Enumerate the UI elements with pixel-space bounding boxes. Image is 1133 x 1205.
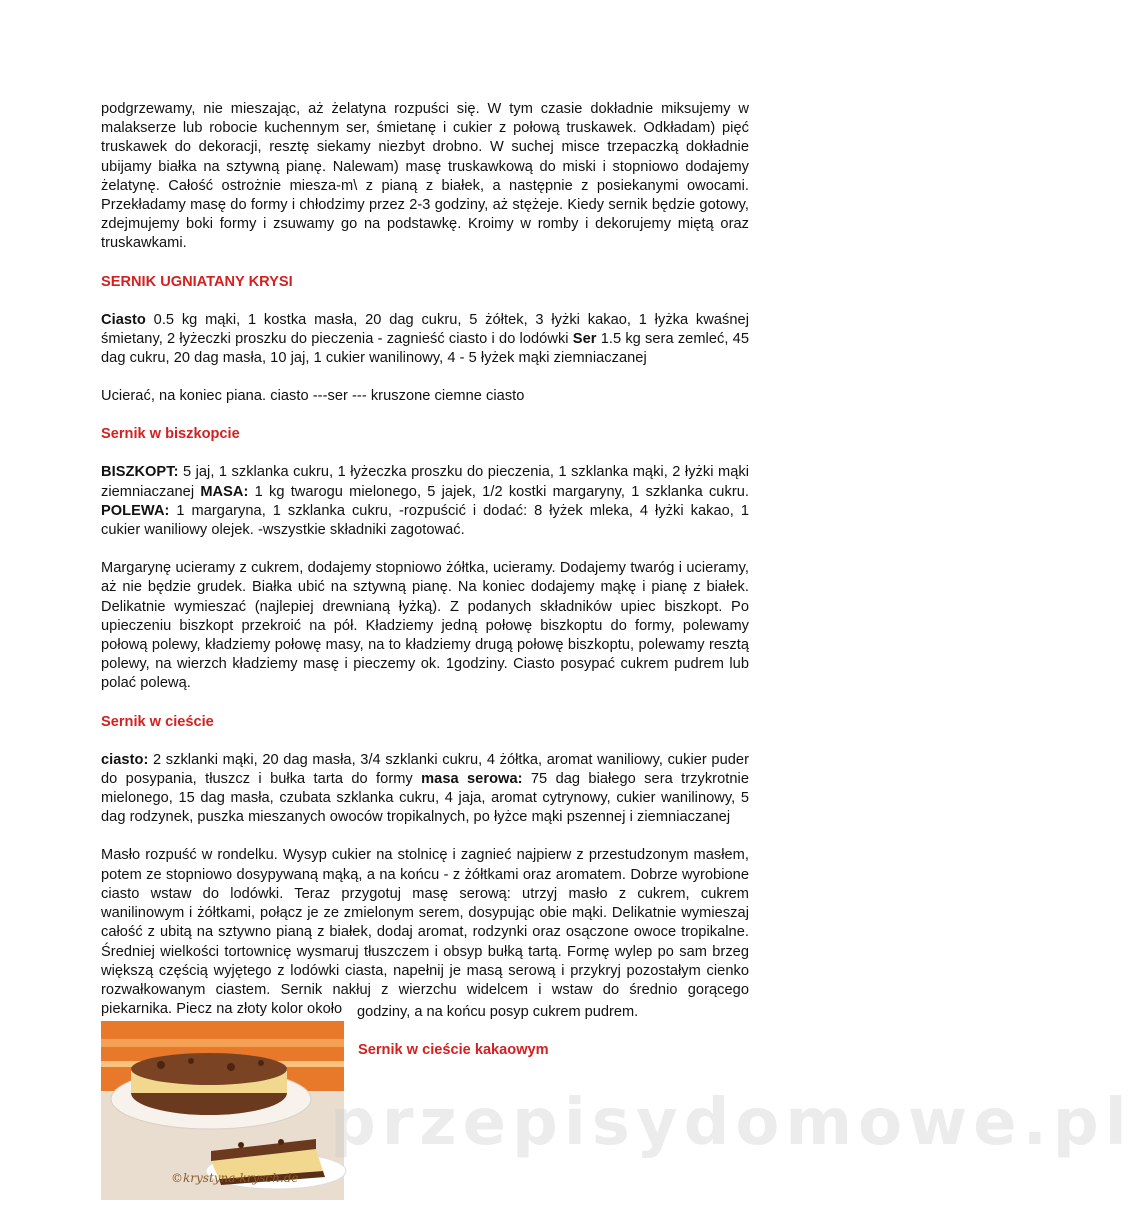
- section-title-sernik-w-biszkopcie: Sernik w biszkopcie: [101, 426, 240, 443]
- ingredients-ciasto: 0.5 kg mąki, 1 kostka masła, 20 dag cukru, 5 żółtek, 3 łyżki kakao, 1 łyżka kwaśnej śmietany, 2 łyżeczki proszku do pieczenia - zagnieść ciasto i do lodówki: [101, 311, 749, 347]
- label-masa-serowa: masa serowa:: [421, 770, 523, 787]
- label-polewa: POLEWA:: [101, 502, 170, 519]
- ingredients-paragraph: [101, 311, 749, 369]
- ingredients-paragraph: [101, 751, 749, 828]
- document-body: [101, 100, 749, 1019]
- ingredients-paragraph: [101, 463, 749, 540]
- ingredients-ciasto: 2 szklanki mąki, 20 dag masła, 3/4 szklanki cukru, 4 żółtka, aromat waniliowy, cukier puder do posypania, tłuszcz i bułka tarta do formy: [101, 751, 749, 787]
- label-ciasto: ciasto:: [101, 751, 149, 768]
- method-last-line: godziny, a na końcu posyp cukrem pudrem.: [357, 1004, 639, 1020]
- label-masa: MASA:: [200, 483, 249, 500]
- ingredients-masa: 1 kg twarogu mielonego, 5 jajek, 1/2 kostki margaryny, 1 szklanka cukru.: [248, 483, 749, 500]
- label-biszkopt: BISZKOPT:: [101, 464, 179, 481]
- watermark: przepisydomowe.pl: [330, 1086, 1133, 1160]
- ingredients-masa-serowa: 75 dag białego sera trzykrotnie mielonego, 15 dag masła, czubata szklanka cukru, 4 jaja, aromat cytrynowy, cukier wanilinowy, 5 dag rodzynek, puszka mieszanych owoców tropikalnych, po łyżce mąki pszennej i ziemniaczanej: [101, 770, 749, 826]
- section-title-sernik-ugniatany: SERNIK UGNIATANY KRYSI: [101, 273, 293, 290]
- method-paragraph: Masło rozpuść w rondelku. Wysyp cukier na stolnicę i zagnieć najpierw z przestudzonym masłem, potem ze stopniowo dosypywaną mąką, a na końcu - z żółtkami oraz aromatem. Dobrze wyrobione ciasto wstaw do lodówki. Teraz przygotuj masę serową: utrzyj masło z cukrem, cukrem wanilinowym i żółtkami, połącz je ze zmielonym serem, dosypując obie mąki. Delikatnie wymieszaj całość z ubitą na sztywno pianą z białek, dodaj aromat, rodzynki oraz osączone owoce tropikalne. Średniej wielkości tortownicę wysmaruj tłuszczem i obsyp bułką tartą. Formę wylep po sam brzeg większą częścią wyjętego z lodówki ciasta, napełnij je masą serową i przykryj pozostałym cienko rozwałkowanym ciastem. Sernik nakłuj z wierzchu widelcem i wstaw do średnio gorącego piekarnika. Piecz na złoty kolor około: [101, 847, 749, 1018]
- cheesecake-photo: [101, 1021, 344, 1200]
- label-ser: Ser: [572, 330, 597, 347]
- intro-paragraph: podgrzewamy, nie mieszając, aż żelatyna rozpuści się. W tym czasie dokładnie miksujemy w malakserze lub robocie kuchennym ser, śmietanę i cukier z połową truskawek. Odkładam) pięć truskawek do dekoracji, resztę siekamy niezbyt drobno. W suchej misce trzepaczką dokładnie ubijamy białka na sztywną pianę. Nalewam) masę truskawkową do miski i stopniowo dodajemy żelatynę. Całość ostrożnie miesza-m\ z pianą z białek, a następnie z posiekanymi owocami. Przekładamy masę do formy i chłodzimy przez 2-3 godziny, aż stężeje. Kiedy sernik będzie gotowy, zdejmujemy boki formy i zsuwamy go na podstawkę. Kroimy w romby i dekorujemy miętą oraz truskawkami.: [101, 101, 749, 252]
- section-title-sernik-w-ciescie-kakaowym: Sernik w cieście kakaowym: [358, 1042, 549, 1058]
- label-ciasto: Ciasto: [101, 311, 146, 328]
- ingredients-polewa: 1 margaryna, 1 szklanka cukru, -rozpuścić i dodać: 8 łyżek mleka, 4 łyżki kakao, 1 cukier waniliowy olejek. -wszystkie składniki zagotować.: [101, 502, 749, 539]
- section-title-sernik-w-ciescie: Sernik w cieście: [101, 713, 214, 730]
- ingredients-biszkopt: 5 jaj, 1 szklanka cukru, 1 łyżeczka proszku do pieczenia, 1 szklanka mąki, 2 łyżki mąki ziemniaczanej: [101, 464, 749, 500]
- note-paragraph: Ucierać, na koniec piana. ciasto ---ser --- kruszone ciemne ciasto: [101, 388, 525, 405]
- ingredients-ser: 1.5 kg sera zemleć, 45 dag cukru, 20 dag masła, 10 jaj, 1 cukier wanilinowy, 4 - 5 łyżek mąki ziemniaczanej: [101, 330, 750, 367]
- method-paragraph: Margarynę ucieramy z cukrem, dodajemy stopniowo żółtka, ucieramy. Dodajemy twaróg i ucieramy, aż nie będzie grudek. Białka ubić na sztywną pianę. Na koniec dodajemy mąkę i pianę z białek. Delikatnie wymieszać (najlepiej drewnianą łyżką). Z podanych składników upiec biszkopt. Po upieczeniu biszkopt przekroić na pół. Kładziemy jedną połowę biszkoptu do formy, polewamy połową polewy, kładziemy połowę masy, na to kładziemy drugą połowę biszkoptu, polewamy resztą polewy, na wierzch kładziemy masę i pieczemy ok. 1godziny. Ciasto posypać cukrem pudrem lub polać polewą.: [101, 560, 749, 692]
- photo-credit: ©krystyna-krysch.de: [171, 1171, 299, 1185]
